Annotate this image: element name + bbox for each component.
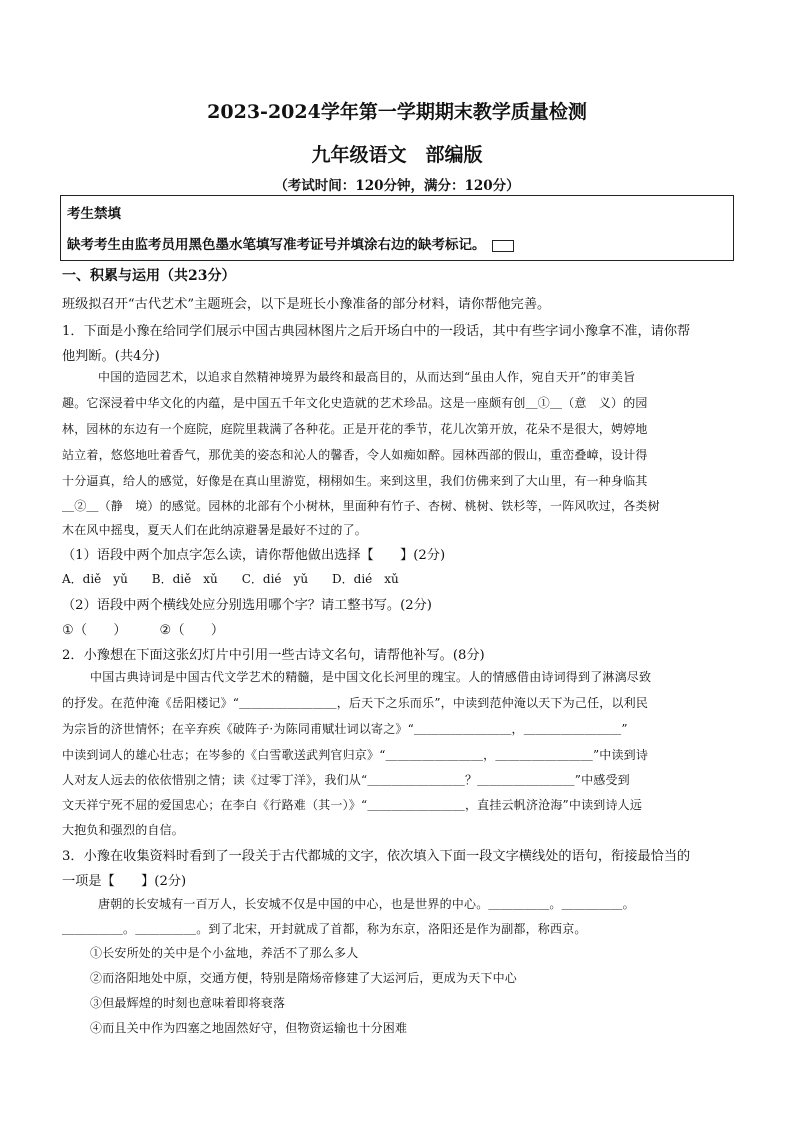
q2-passage-line: 的抒发。在范仲淹《岳阳楼记》“＿＿＿＿＿＿＿＿，后天下之乐而乐”，中读到范仲淹以天下为己任，以利民 bbox=[62, 696, 649, 710]
q3-choice: ②而洛阳地处中原，交通方便，特别是隋炀帝修建了大运河后，更成为天下中心 bbox=[90, 971, 518, 985]
q3-choice: ④而且关中作为四塞之地固然好守，但物资运输也十分困难 bbox=[90, 1021, 408, 1035]
q1-sub2: （2）语段中两个横线处应分别选用哪个字？请工整书写。(2分) bbox=[62, 598, 432, 613]
q2-passage-line: 中读到词人的雄心壮志；在岑参的《白雪歌送武判官归京》“＿＿＿＿＿＿＿＿，＿＿＿＿＿＿＿＿”中读到诗 bbox=[62, 748, 649, 762]
q1-passage-line: 木在风中摇曳，夏天人们在此纳凉避暑是最好不过的了。 bbox=[62, 523, 368, 537]
exam-info: （考试时间：120分钟，满分：120分） bbox=[274, 178, 520, 194]
q3-choice: ①长安所处的关中是个小盆地，养活不了那么多人 bbox=[90, 946, 359, 960]
q1-stem-line2: 他判断。(共4分) bbox=[62, 349, 160, 364]
exam-title: 2023-2024学年第一学期期末教学质量检测 bbox=[207, 101, 587, 123]
q1-passage-line: 趣。它深浸着中华文化的内蕴，是中国五千年文化史造就的艺术珍品。这是一座颇有创＿①＿（意 义）的园 bbox=[62, 396, 648, 410]
q1-options: A．diě yǔ B．diě xǔ C．dié yǔ D．dié xǔ bbox=[62, 572, 399, 586]
notice-text-line bbox=[67, 233, 514, 253]
q2-passage-line: 大抱负和强烈的自信。 bbox=[62, 823, 185, 837]
q1-passage-line: ＿②＿（静 境）的感觉。园林的北部有个小树林，里面种有竹子、杏树、桃树、铁杉等，一阵风吹过，各类树 bbox=[62, 499, 660, 513]
q3-stem-line2: 一项是【 】(2分) bbox=[62, 874, 187, 889]
q1-passage-line: 十分逼真，给人的感觉，好像是在真山里游览，栩栩如生。来到这里，我们仿佛来到了大山里，有一种身临其 bbox=[62, 474, 648, 488]
q2-passage-line: 人对友人远去的依依惜别之情；读《过零丁洋》，我们从“＿＿＿＿＿＿＿＿？＿＿＿＿＿＿＿＿”中感受到 bbox=[62, 773, 630, 787]
section-heading: 一、积累与运用（共23分） bbox=[62, 268, 236, 284]
q3-passage-line: 唐朝的长安城有一百万人，长安城不仅是中国的中心，也是世界的中心。＿＿＿＿＿。＿＿＿＿＿。 bbox=[98, 897, 635, 911]
notice-text: 缺考考生由监考员用黑色墨水笔填写准考证号并填涂右边的缺考标记。 bbox=[67, 237, 486, 253]
section-intro: 班级拟召开“古代艺术”主题班会，以下是班长小豫准备的部分材料，请你帮他完善。 bbox=[62, 297, 551, 312]
q2-passage-line: 中国古典诗词是中国古代文学艺术的精髓，是中国文化长河里的瑰宝。人的情感借由诗词得到了淋漓尽致 bbox=[90, 670, 652, 684]
q1-passage-line: 站立着，悠悠地吐着香气，那优美的姿态和沁人的馨香，令人如痴如醉。园林西部的假山，重峦叠嶂，设计得 bbox=[62, 448, 648, 462]
exam-subtitle: 九年级语文 部编版 bbox=[311, 144, 483, 166]
q1-passage-line: 中国的造园艺术，以追求自然精神境界为最终和最高目的，从而达到“虽由人作，宛自天开”的审美旨 bbox=[98, 370, 636, 384]
q1-sub1: （1）语段中两个加点字怎么读，请你帮他做出选择【 】(2分) bbox=[62, 548, 446, 563]
q3-passage-line: ＿＿＿＿＿。＿＿＿＿＿。到了北宋，开封就成了首都，称为东京，洛阳还是作为副都，称西京。 bbox=[62, 922, 587, 936]
q1-passage-line: 林，园林的东边有一个庭院，庭院里栽满了各种花。正是开花的季节，花儿次第开放，花朵不是很大，娉婷地 bbox=[62, 422, 648, 436]
absent-mark-checkbox[interactable] bbox=[492, 240, 514, 252]
q2-passage-line: 文天祥宁死不屈的爱国忠心；在李白《行路难（其一）》“＿＿＿＿＿＿＿＿，直挂云帆济沧海”中读到诗人远 bbox=[62, 798, 643, 812]
notice-box bbox=[60, 195, 734, 261]
q3-stem-line1: 3．小豫在收集资料时看到了一段关于古代都城的文字，依次填入下面一段文字横线处的语句，衔接最恰当的 bbox=[62, 849, 691, 864]
q1-answer-blanks: ①（ ） ②（ ） bbox=[62, 623, 225, 638]
notice-heading: 考生禁填 bbox=[67, 206, 121, 222]
q2-passage-line: 为宗旨的济世情怀；在辛弃疾《破阵子·为陈同甫赋壮词以寄之》“＿＿＿＿＿＿＿＿，＿＿＿＿＿＿＿＿” bbox=[62, 722, 628, 736]
q3-choice: ③但最辉煌的时刻也意味着即将衰落 bbox=[90, 996, 286, 1010]
q1-stem-line1: 1．下面是小豫在给同学们展示中国古典园林图片之后开场白中的一段话，其中有些字词小豫拿不准，请你帮 bbox=[62, 324, 691, 339]
q2-stem: 2．小豫想在下面这张幻灯片中引用一些古诗文名句，请帮他补写。(8分) bbox=[62, 648, 485, 663]
